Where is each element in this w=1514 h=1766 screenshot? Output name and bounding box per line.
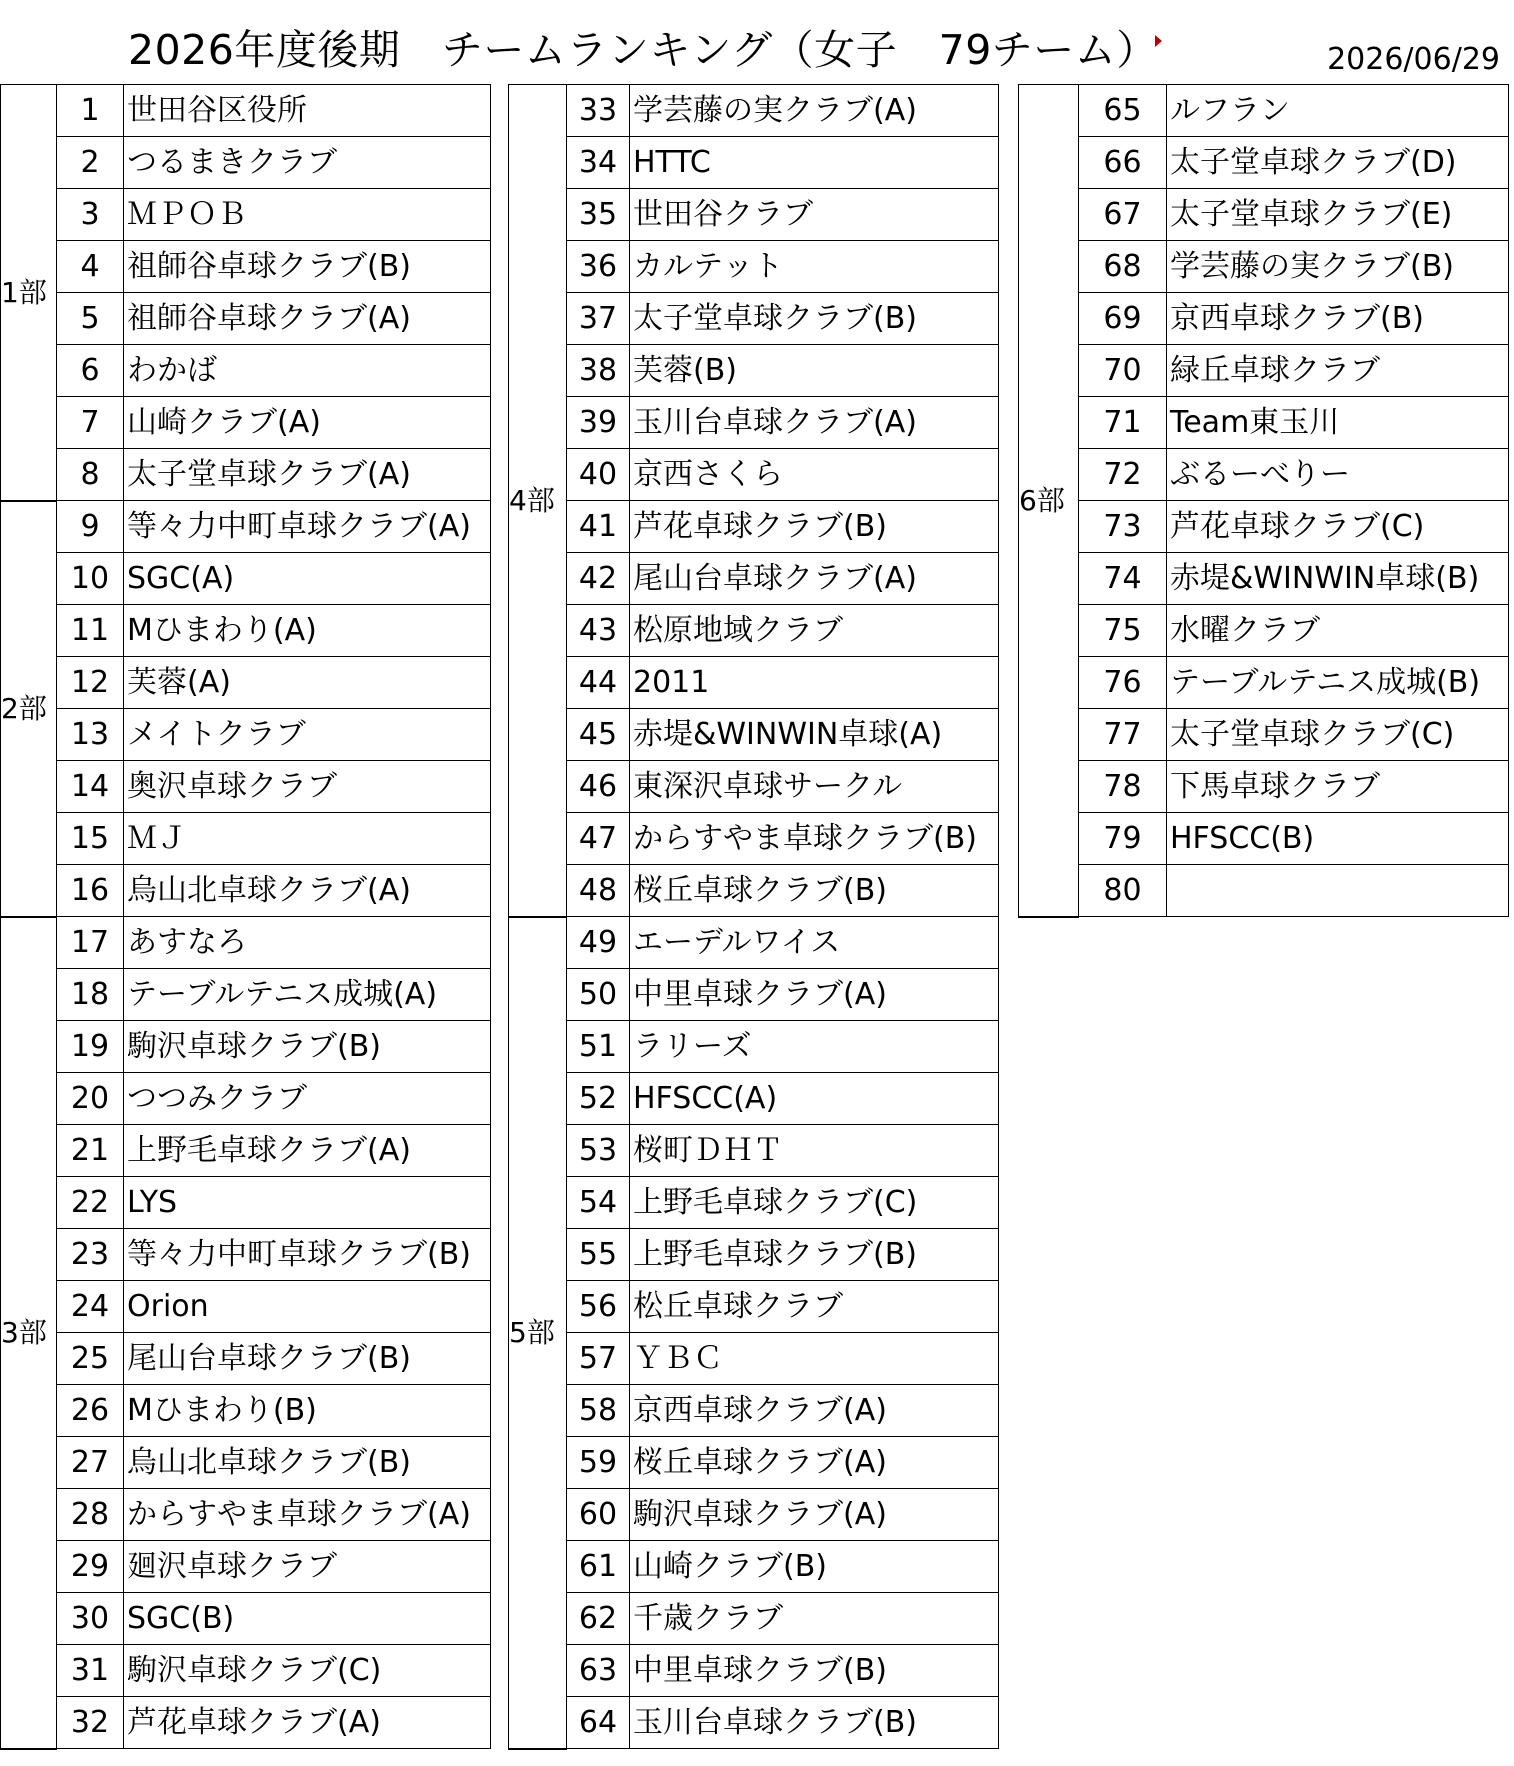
ranking-row [1,1437,491,1489]
page-title: 2026年度後期 チームランキング（女子 79チーム） [128,26,1158,74]
ranking-row [1,137,491,189]
team-name: テーブルテニス成城(B) [1167,657,1509,709]
rank-number: 32 [57,1697,124,1749]
ranking-row [509,553,999,605]
ranking-row [1,917,491,969]
team-name: ぶるーべりー [1167,449,1509,501]
ranking-row [1,1541,491,1593]
team-name: あすなろ [124,917,491,969]
team-name: エーデルワイス [630,917,999,969]
rank-number: 2 [57,137,124,189]
ranking-row [509,657,999,709]
rank-number: 20 [57,1073,124,1125]
ranking-row [509,1281,999,1333]
ranking-row [509,1021,999,1073]
team-name: からすやま卓球クラブ(B) [630,813,999,865]
ranking-row [509,813,999,865]
team-name: 水曜クラブ [1167,605,1509,657]
ranking-row [1,605,491,657]
division-label: 2部 [1,501,57,917]
rank-number: 15 [57,813,124,865]
rank-number: 38 [567,345,630,397]
rank-number: 6 [57,345,124,397]
ranking-column-1 [0,84,491,1750]
ranking-row [1,865,491,917]
team-name: テーブルテニス成城(A) [124,969,491,1021]
ranking-row [1019,241,1509,293]
ranking-row [1019,657,1509,709]
team-name: からすやま卓球クラブ(A) [124,1489,491,1541]
rank-number: 26 [57,1385,124,1437]
ranking-row [1019,449,1509,501]
ranking-row [1019,605,1509,657]
team-name [1167,865,1509,917]
ranking-row [1019,761,1509,813]
rank-number: 48 [567,865,630,917]
rank-number: 36 [567,241,630,293]
rank-number: 25 [57,1333,124,1385]
rank-number: 55 [567,1229,630,1281]
rank-number: 69 [1079,293,1167,345]
team-name: 下馬卓球クラブ [1167,761,1509,813]
rank-number: 58 [567,1385,630,1437]
ranking-row [509,865,999,917]
ranking-row [1019,137,1509,189]
team-name: 等々力中町卓球クラブ(A) [124,501,491,553]
team-name: メイトクラブ [124,709,491,761]
team-name: 世田谷クラブ [630,189,999,241]
rank-number: 21 [57,1125,124,1177]
team-name: 緑丘卓球クラブ [1167,345,1509,397]
rank-number: 59 [567,1437,630,1489]
ranking-row [1,85,491,137]
rank-number: 45 [567,709,630,761]
rank-number: 1 [57,85,124,137]
team-name: Team東玉川 [1167,397,1509,449]
team-name: 上野毛卓球クラブ(A) [124,1125,491,1177]
rank-number: 57 [567,1333,630,1385]
ranking-row [1,1073,491,1125]
rank-number: 79 [1079,813,1167,865]
ranking-row [509,293,999,345]
team-name: 太子堂卓球クラブ(E) [1167,189,1509,241]
team-name: 太子堂卓球クラブ(B) [630,293,999,345]
report-date: 2026/06/29 [1327,42,1500,77]
rank-number: 17 [57,917,124,969]
team-name: 尾山台卓球クラブ(B) [124,1333,491,1385]
ranking-row [1,1489,491,1541]
ranking-row [509,605,999,657]
rank-number: 14 [57,761,124,813]
team-name: ＹＢＣ [630,1333,999,1385]
rank-number: 19 [57,1021,124,1073]
ranking-row [1019,189,1509,241]
rank-number: 5 [57,293,124,345]
rank-number: 41 [567,501,630,553]
ranking-row [509,1073,999,1125]
ranking-row [1,397,491,449]
ranking-row [509,1333,999,1385]
team-name: 千歳クラブ [630,1593,999,1645]
team-name: 上野毛卓球クラブ(C) [630,1177,999,1229]
team-name: SGC(A) [124,553,491,605]
ranking-row [509,1229,999,1281]
team-name: 尾山台卓球クラブ(A) [630,553,999,605]
ranking-row [509,1593,999,1645]
rank-number: 77 [1079,709,1167,761]
rank-number: 3 [57,189,124,241]
ranking-row [1,1593,491,1645]
ranking-row [1,293,491,345]
rank-number: 72 [1079,449,1167,501]
ranking-row [509,761,999,813]
rank-number: 80 [1079,865,1167,917]
team-name: 芙蓉(A) [124,657,491,709]
team-name: 中里卓球クラブ(B) [630,1645,999,1697]
team-name: カルテット [630,241,999,293]
rank-number: 51 [567,1021,630,1073]
team-name: 芙蓉(B) [630,345,999,397]
ranking-row [1,1281,491,1333]
division-label: 3部 [1,917,57,1749]
rank-number: 33 [567,85,630,137]
rank-number: 70 [1079,345,1167,397]
ranking-row [509,1385,999,1437]
rank-number: 16 [57,865,124,917]
team-name: SGC(B) [124,1593,491,1645]
ranking-row [1019,813,1509,865]
rank-number: 73 [1079,501,1167,553]
team-name: 中里卓球クラブ(A) [630,969,999,1021]
team-name: つつみクラブ [124,1073,491,1125]
rank-number: 43 [567,605,630,657]
ranking-row [1,709,491,761]
rank-number: 74 [1079,553,1167,605]
rank-number: 46 [567,761,630,813]
team-name: 祖師谷卓球クラブ(B) [124,241,491,293]
ranking-row [1,813,491,865]
ranking-column-2 [508,84,999,1750]
team-name: 桜丘卓球クラブ(B) [630,865,999,917]
team-name: 桜丘卓球クラブ(A) [630,1437,999,1489]
ranking-row [509,1645,999,1697]
team-name: 世田谷区役所 [124,85,491,137]
team-name: 玉川台卓球クラブ(A) [630,397,999,449]
team-name: 京西さくら [630,449,999,501]
rank-number: 24 [57,1281,124,1333]
rank-number: 34 [567,137,630,189]
ranking-row [1019,553,1509,605]
team-name: 太子堂卓球クラブ(A) [124,449,491,501]
rank-number: 13 [57,709,124,761]
team-name: 山崎クラブ(B) [630,1541,999,1593]
team-name: LYS [124,1177,491,1229]
team-name: Orion [124,1281,491,1333]
ranking-row [509,397,999,449]
team-name: HFSCC(B) [1167,813,1509,865]
rank-number: 18 [57,969,124,1021]
rank-number: 65 [1079,85,1167,137]
rank-number: 11 [57,605,124,657]
rank-number: 44 [567,657,630,709]
team-name: 京西卓球クラブ(A) [630,1385,999,1437]
ranking-row [509,969,999,1021]
team-name: 学芸藤の実クラブ(B) [1167,241,1509,293]
ranking-row [509,345,999,397]
rank-number: 23 [57,1229,124,1281]
rank-number: 71 [1079,397,1167,449]
ranking-row [1,553,491,605]
division-label: 1部 [1,85,57,501]
rank-number: 35 [567,189,630,241]
team-name: 松丘卓球クラブ [630,1281,999,1333]
team-name: 赤堤&WINWIN卓球(A) [630,709,999,761]
red-triangle-marker-icon [1155,35,1162,47]
ranking-row [1,1333,491,1385]
rank-number: 50 [567,969,630,1021]
team-name: 烏山北卓球クラブ(B) [124,1437,491,1489]
team-name: 京西卓球クラブ(B) [1167,293,1509,345]
rank-number: 60 [567,1489,630,1541]
ranking-row [1019,397,1509,449]
rank-number: 40 [567,449,630,501]
ranking-row [1019,865,1509,917]
rank-number: 4 [57,241,124,293]
team-name: 芦花卓球クラブ(C) [1167,501,1509,553]
team-name: HTTC [630,137,999,189]
rank-number: 8 [57,449,124,501]
team-name: 芦花卓球クラブ(B) [630,501,999,553]
ranking-row [1019,85,1509,137]
team-name: 太子堂卓球クラブ(C) [1167,709,1509,761]
ranking-row [1,501,491,553]
rank-number: 9 [57,501,124,553]
team-name: 上野毛卓球クラブ(B) [630,1229,999,1281]
division-label: 4部 [509,85,567,917]
rank-number: 53 [567,1125,630,1177]
team-name: ＭＪ [124,813,491,865]
division-label: 5部 [509,917,567,1749]
ranking-row [509,85,999,137]
ranking-row [1,345,491,397]
ranking-row [509,137,999,189]
ranking-row [509,1541,999,1593]
ranking-row [509,1177,999,1229]
rank-number: 37 [567,293,630,345]
rank-number: 75 [1079,605,1167,657]
team-name: 桜町ＤＨＴ [630,1125,999,1177]
team-name: 駒沢卓球クラブ(A) [630,1489,999,1541]
rank-number: 7 [57,397,124,449]
team-name: ＭＰＯＢ [124,189,491,241]
rank-number: 61 [567,1541,630,1593]
ranking-row [1,1385,491,1437]
rank-number: 76 [1079,657,1167,709]
ranking-row [1,657,491,709]
team-name: 東深沢卓球サークル [630,761,999,813]
team-name: 駒沢卓球クラブ(C) [124,1645,491,1697]
rank-number: 68 [1079,241,1167,293]
team-name: 2011 [630,657,999,709]
team-name: 太子堂卓球クラブ(D) [1167,137,1509,189]
ranking-row [509,449,999,501]
ranking-row [509,709,999,761]
ranking-row [1,449,491,501]
ranking-row [1,1021,491,1073]
team-name: 芦花卓球クラブ(A) [124,1697,491,1749]
team-name: 祖師谷卓球クラブ(A) [124,293,491,345]
team-name: 廻沢卓球クラブ [124,1541,491,1593]
rank-number: 62 [567,1593,630,1645]
ranking-row [509,1437,999,1489]
team-name: 山崎クラブ(A) [124,397,491,449]
ranking-row [1,1229,491,1281]
ranking-row [1,1177,491,1229]
rank-number: 10 [57,553,124,605]
team-name: ルフラン [1167,85,1509,137]
ranking-row [509,501,999,553]
ranking-row [509,241,999,293]
rank-number: 67 [1079,189,1167,241]
rank-number: 56 [567,1281,630,1333]
division-label: 6部 [1019,85,1079,917]
rank-number: 47 [567,813,630,865]
rank-number: 54 [567,1177,630,1229]
ranking-row [1,241,491,293]
ranking-row [1,969,491,1021]
ranking-row [1019,345,1509,397]
ranking-row [1,1645,491,1697]
rank-number: 30 [57,1593,124,1645]
team-name: Mひまわり(B) [124,1385,491,1437]
team-name: HFSCC(A) [630,1073,999,1125]
ranking-row [1,1697,491,1749]
rank-number: 28 [57,1489,124,1541]
rank-number: 39 [567,397,630,449]
ranking-row [1,1125,491,1177]
team-name: 奥沢卓球クラブ [124,761,491,813]
ranking-row [1,189,491,241]
rank-number: 12 [57,657,124,709]
ranking-column-3 [1018,84,1509,918]
rank-number: 29 [57,1541,124,1593]
team-name: 烏山北卓球クラブ(A) [124,865,491,917]
rank-number: 27 [57,1437,124,1489]
team-name: 赤堤&WINWIN卓球(B) [1167,553,1509,605]
team-name: 玉川台卓球クラブ(B) [630,1697,999,1749]
team-name: つるまきクラブ [124,137,491,189]
rank-number: 63 [567,1645,630,1697]
ranking-row [509,1489,999,1541]
ranking-row [509,917,999,969]
ranking-row [1019,293,1509,345]
ranking-row [1019,501,1509,553]
team-name: わかば [124,345,491,397]
rank-number: 66 [1079,137,1167,189]
team-name: 学芸藤の実クラブ(A) [630,85,999,137]
ranking-row [1019,709,1509,761]
rank-number: 22 [57,1177,124,1229]
ranking-row [509,189,999,241]
team-name: 松原地域クラブ [630,605,999,657]
rank-number: 52 [567,1073,630,1125]
team-name: Mひまわり(A) [124,605,491,657]
rank-number: 31 [57,1645,124,1697]
ranking-row [509,1125,999,1177]
team-name: ラリーズ [630,1021,999,1073]
rank-number: 78 [1079,761,1167,813]
rank-number: 64 [567,1697,630,1749]
ranking-row [1,761,491,813]
team-name: 駒沢卓球クラブ(B) [124,1021,491,1073]
team-name: 等々力中町卓球クラブ(B) [124,1229,491,1281]
rank-number: 49 [567,917,630,969]
rank-number: 42 [567,553,630,605]
ranking-row [509,1697,999,1749]
